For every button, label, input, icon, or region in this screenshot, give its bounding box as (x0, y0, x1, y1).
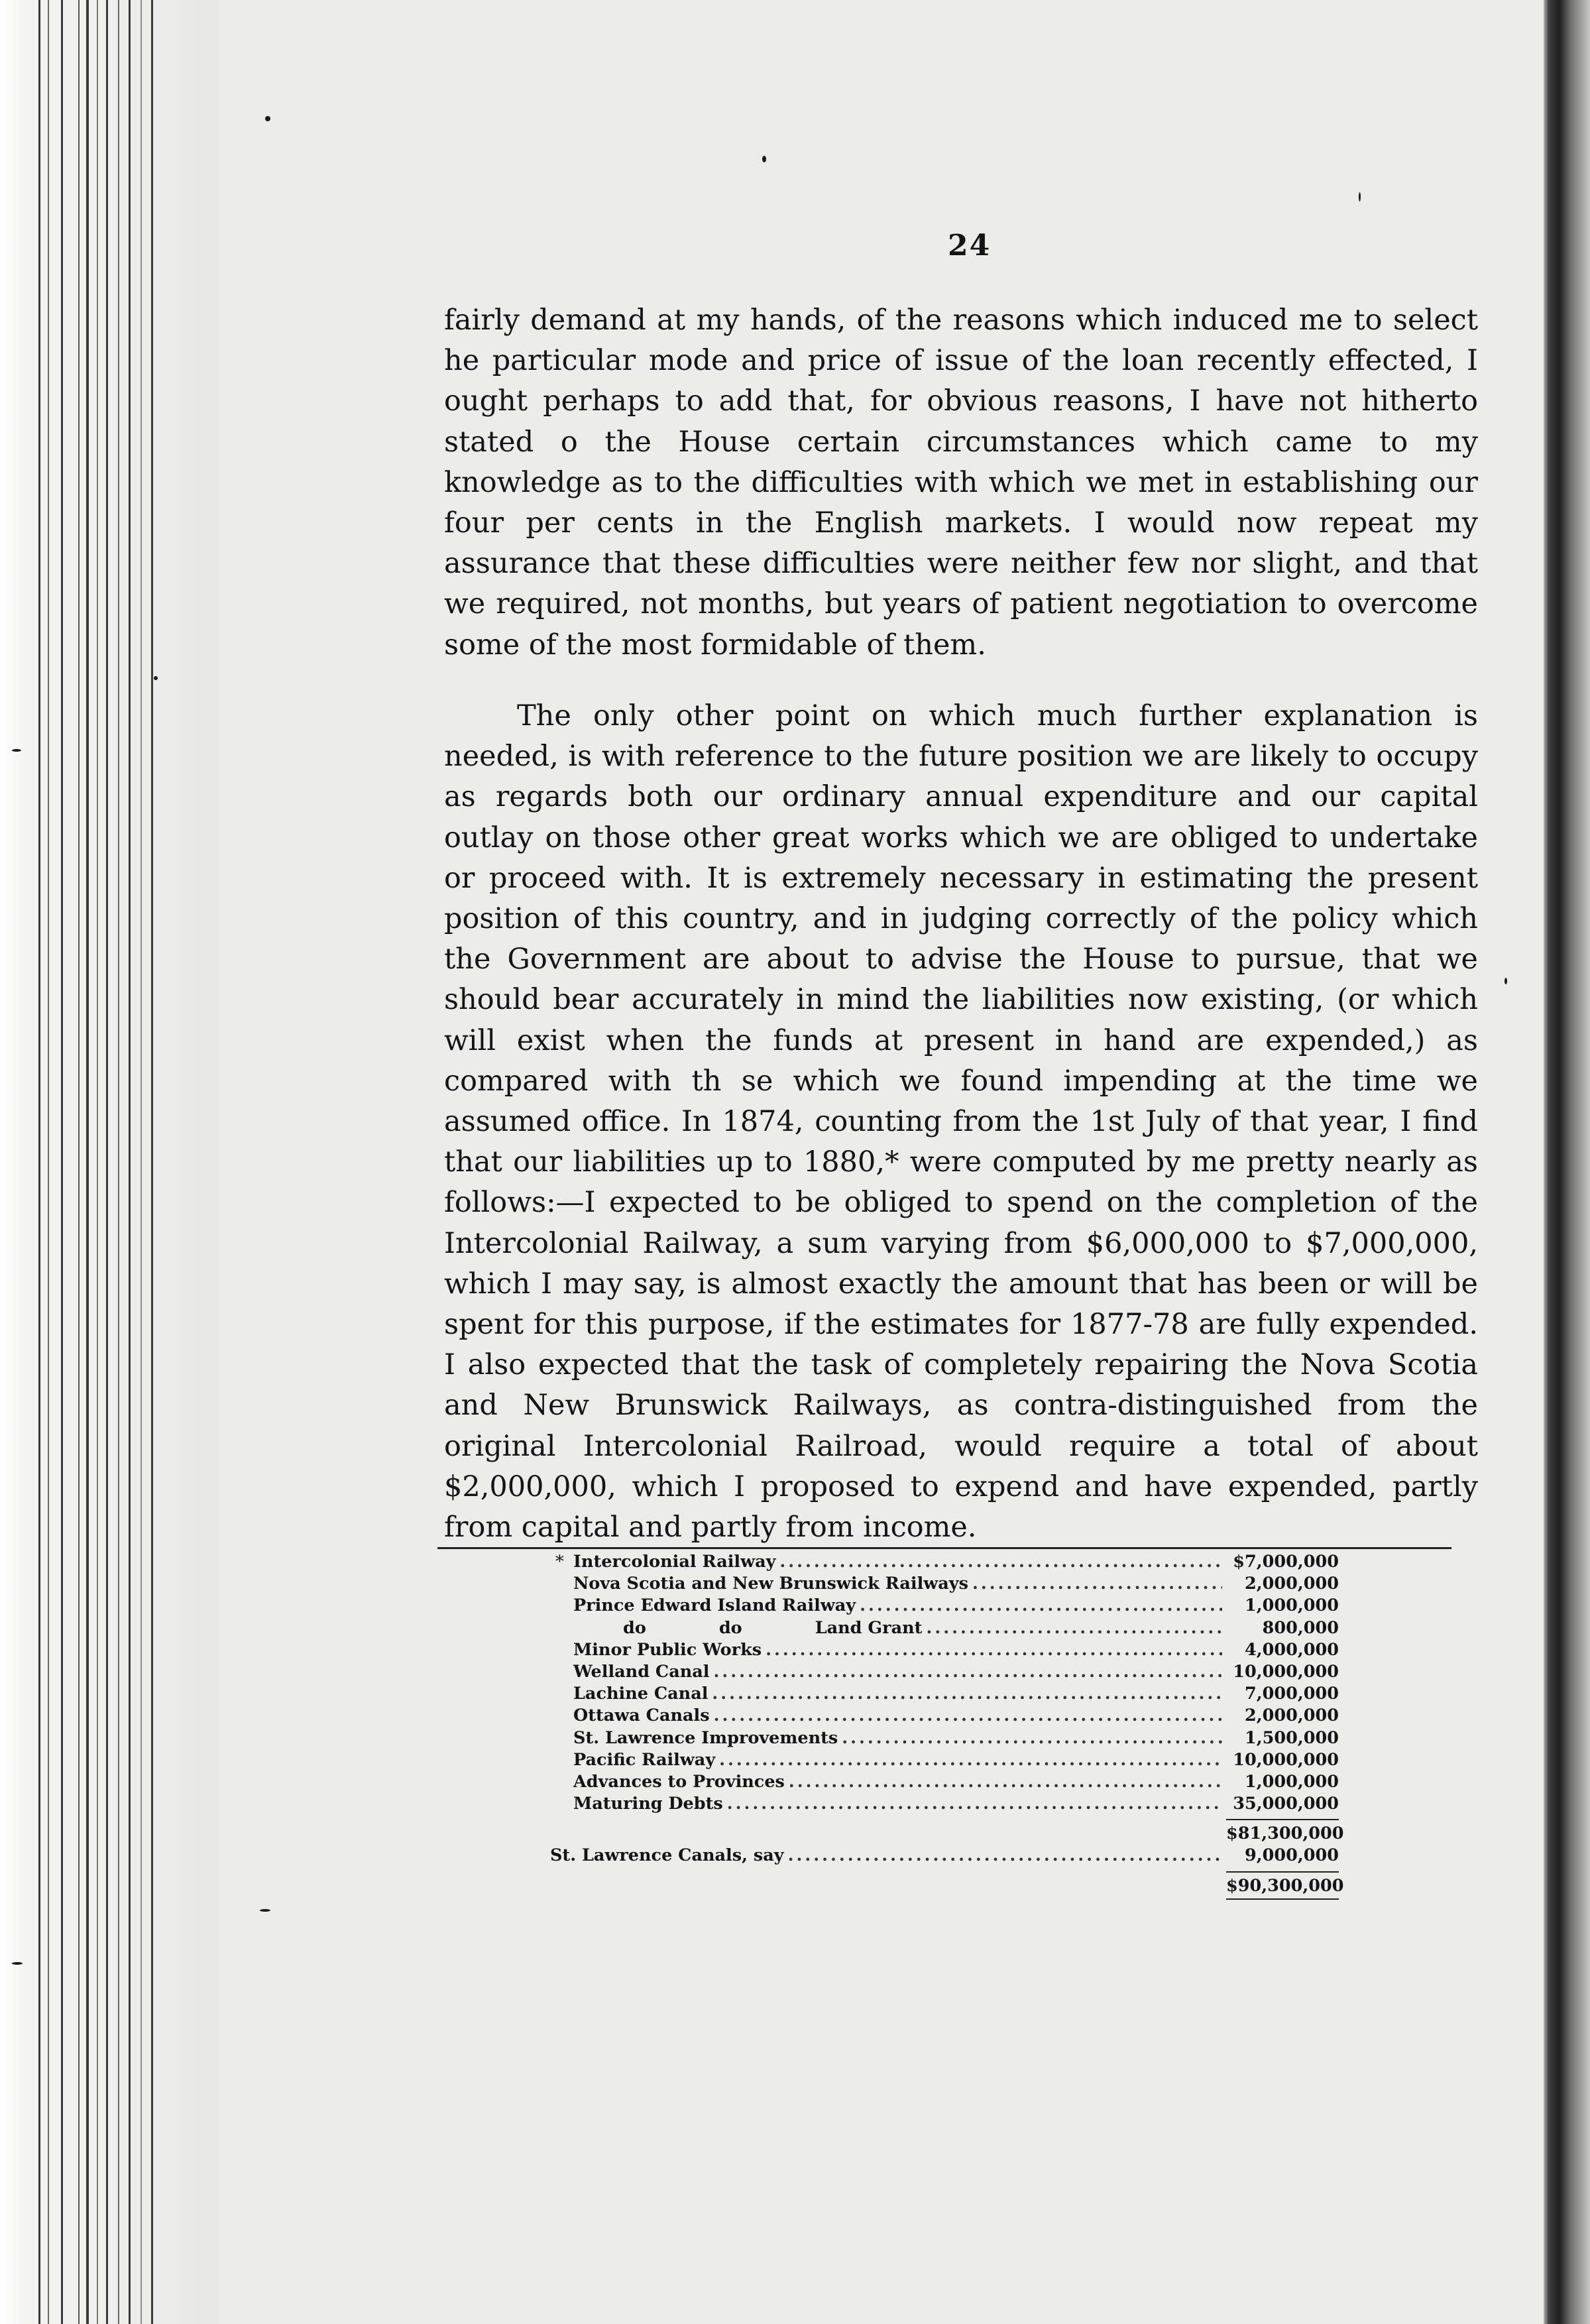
footnote-item-label: Intercolonial Railway (573, 1552, 776, 1572)
footnote-row (437, 1639, 1339, 1661)
footnote-item-value: 35,000,000 (1233, 1794, 1339, 1814)
footnote-separator-rule (437, 1547, 1451, 1549)
print-speck (154, 676, 158, 680)
footnote-item-value: 9,000,000 (1245, 1845, 1339, 1866)
footnote-item-value: 10,000,000 (1233, 1661, 1339, 1682)
dot-leader (789, 1771, 1222, 1793)
page-edge-line (151, 0, 153, 2324)
footnote-item-value: 10,000,000 (1233, 1749, 1339, 1770)
print-speck (1505, 978, 1507, 984)
footnote-row (437, 1727, 1339, 1749)
footnote-row (437, 1683, 1339, 1705)
body-paragraph (444, 696, 1478, 1548)
dot-leader (719, 1749, 1222, 1771)
print-speck (12, 749, 21, 752)
dot-leader (972, 1573, 1222, 1595)
dot-leader (714, 1705, 1222, 1727)
dot-leader (779, 1551, 1222, 1573)
dot-leader (714, 1661, 1223, 1683)
page-edge-line (86, 0, 89, 2324)
print-speck (12, 1962, 23, 1965)
footnote-item-value: 2,000,000 (1245, 1706, 1339, 1726)
footnote-item-value: 4,000,000 (1245, 1639, 1339, 1660)
footnote-total-row (437, 1875, 1344, 1897)
body-paragraph (444, 300, 1478, 666)
footnote-item-value: 2,000,000 (1245, 1574, 1339, 1594)
total-rule (1226, 1871, 1339, 1873)
page-number: 24 (948, 229, 992, 262)
footnote-row (437, 1661, 1339, 1683)
print-speck (260, 1909, 270, 1912)
footnote-item-label: Pacific Railway (573, 1749, 716, 1770)
dot-leader (788, 1845, 1222, 1867)
page-edge-line (38, 0, 40, 2324)
dot-leader (842, 1727, 1222, 1749)
footnote-item-value: 1,500,000 (1245, 1727, 1339, 1748)
footnote-item-value: $7,000,000 (1233, 1552, 1339, 1572)
page-edge-line (97, 0, 98, 2324)
page-edge-line (106, 0, 108, 2324)
footnote-subtotal-row (437, 1823, 1344, 1845)
page-edge-line (129, 0, 131, 2324)
footnote-item-label: Advances to Provinces (573, 1771, 785, 1792)
subtotal-rule (1226, 1819, 1339, 1820)
footnote-row (437, 1573, 1339, 1595)
footnote-item-label: Prince Edward Island Railway (573, 1596, 856, 1616)
page-edge-line (118, 0, 119, 2324)
footnote-marker: * (555, 1552, 564, 1572)
footnote-item-value: 800,000 (1262, 1617, 1339, 1638)
footnote-item-label: Ottawa Canals (573, 1706, 710, 1726)
footnote-total-value: $90,300,000 (1226, 1875, 1344, 1896)
page-edge-line (141, 0, 142, 2324)
footnote-row (437, 1771, 1339, 1793)
print-speck (1359, 192, 1361, 202)
footnote-item-label: St. Lawrence Canals, say (550, 1845, 784, 1866)
print-speck (265, 116, 270, 121)
print-speck (762, 156, 766, 162)
footnote-item-label: Minor Public Works (573, 1639, 762, 1660)
footnote-ditto-label: do (718, 1617, 742, 1638)
footnote-item-value: 1,000,000 (1245, 1596, 1339, 1616)
footnote-subtotal-value: $81,300,000 (1226, 1824, 1344, 1844)
footnote-row (437, 1705, 1339, 1727)
page-edge-line (48, 0, 49, 2324)
paragraph-text: The only other point on which much further explanation is needed, is with reference to the future position we are likely to occupy as regards both our ordinary annual expenditure and our capital outlay on those other great works which we are obliged to undertake or proceed with. It is extremely necessary in estimating the present position of this country, and in judging correctly of the policy which the Government are about to advise the House to pursue, that we should bear accurately in mind the liabilities now existing, (or which will exist when the funds at present in hand are expended,) as compared with th se which we found impending at the time we assumed office. In 1874, counting from the 1st July of that year, I find that our liabilities up to 1880,* were computed by me pretty nearly as follows:—I expected to be obliged to spend on the completion of the Intercolonial Railway, a sum varying from $6,000,000 to $7,000,000, which I may say, is almost exactly the amount that has been or will be spent for this purpose, if the estimates for 1877-78 are fully expended. I also expected that the task of completely repairing the Nova Scotia and New Brunswick Railways, as contra-distinguished from the original Intercolonial Railroad, would require a total of about $2,000,000, which I proposed to expend and have expended, partly from capital and partly from income. (444, 699, 1478, 1544)
footnote-item-label: St. Lawrence Improvements (573, 1727, 838, 1748)
footnote-row (437, 1845, 1339, 1867)
dot-leader (766, 1639, 1222, 1661)
footnote-row (437, 1793, 1339, 1815)
footnote-item-label: Maturing Debts (573, 1794, 723, 1814)
dot-leader (712, 1683, 1222, 1705)
dot-leader (860, 1595, 1222, 1617)
footnote-item-value: 1,000,000 (1245, 1771, 1339, 1792)
total-underline (1226, 1898, 1339, 1900)
footnote-item-value: 7,000,000 (1245, 1684, 1339, 1704)
footnote-row (437, 1749, 1339, 1771)
footnote-row (437, 1595, 1339, 1617)
footnote-item-label: Welland Canal (573, 1661, 710, 1682)
footnote-row (437, 1551, 1339, 1573)
footnote-liabilities-table (437, 1551, 1344, 1902)
page-edge-line (61, 0, 63, 2324)
paragraph-text: fairly demand at my hands, of the reasons which induced me to select he particular mode and price of issue of the loan recently effected, I ought perhaps to add that, for obvious reasons, I have not hitherto stated o the House certain circumstances which came to my knowledge as to the difficulties with which we met in establishing our four per cents in the English markets. I would now repeat my assurance that these difficulties were neither few nor slight, and that we required, not months, but years of patient negotiation to overcome some of the most formidable of them. (444, 304, 1478, 662)
book-page-edges (0, 0, 219, 2324)
footnote-item-label: Nova Scotia and New Brunswick Railways (573, 1574, 968, 1594)
dot-leader (727, 1793, 1222, 1815)
dot-leader (926, 1617, 1222, 1639)
footnote-item-label: Lachine Canal (573, 1684, 709, 1704)
footnote-item-label: Land Grant (815, 1617, 923, 1638)
footnote-row (437, 1617, 1339, 1639)
book-right-edge-shadow (1544, 0, 1590, 2324)
page-edge-line (78, 0, 80, 2324)
footnote-ditto-label: do (623, 1617, 646, 1638)
